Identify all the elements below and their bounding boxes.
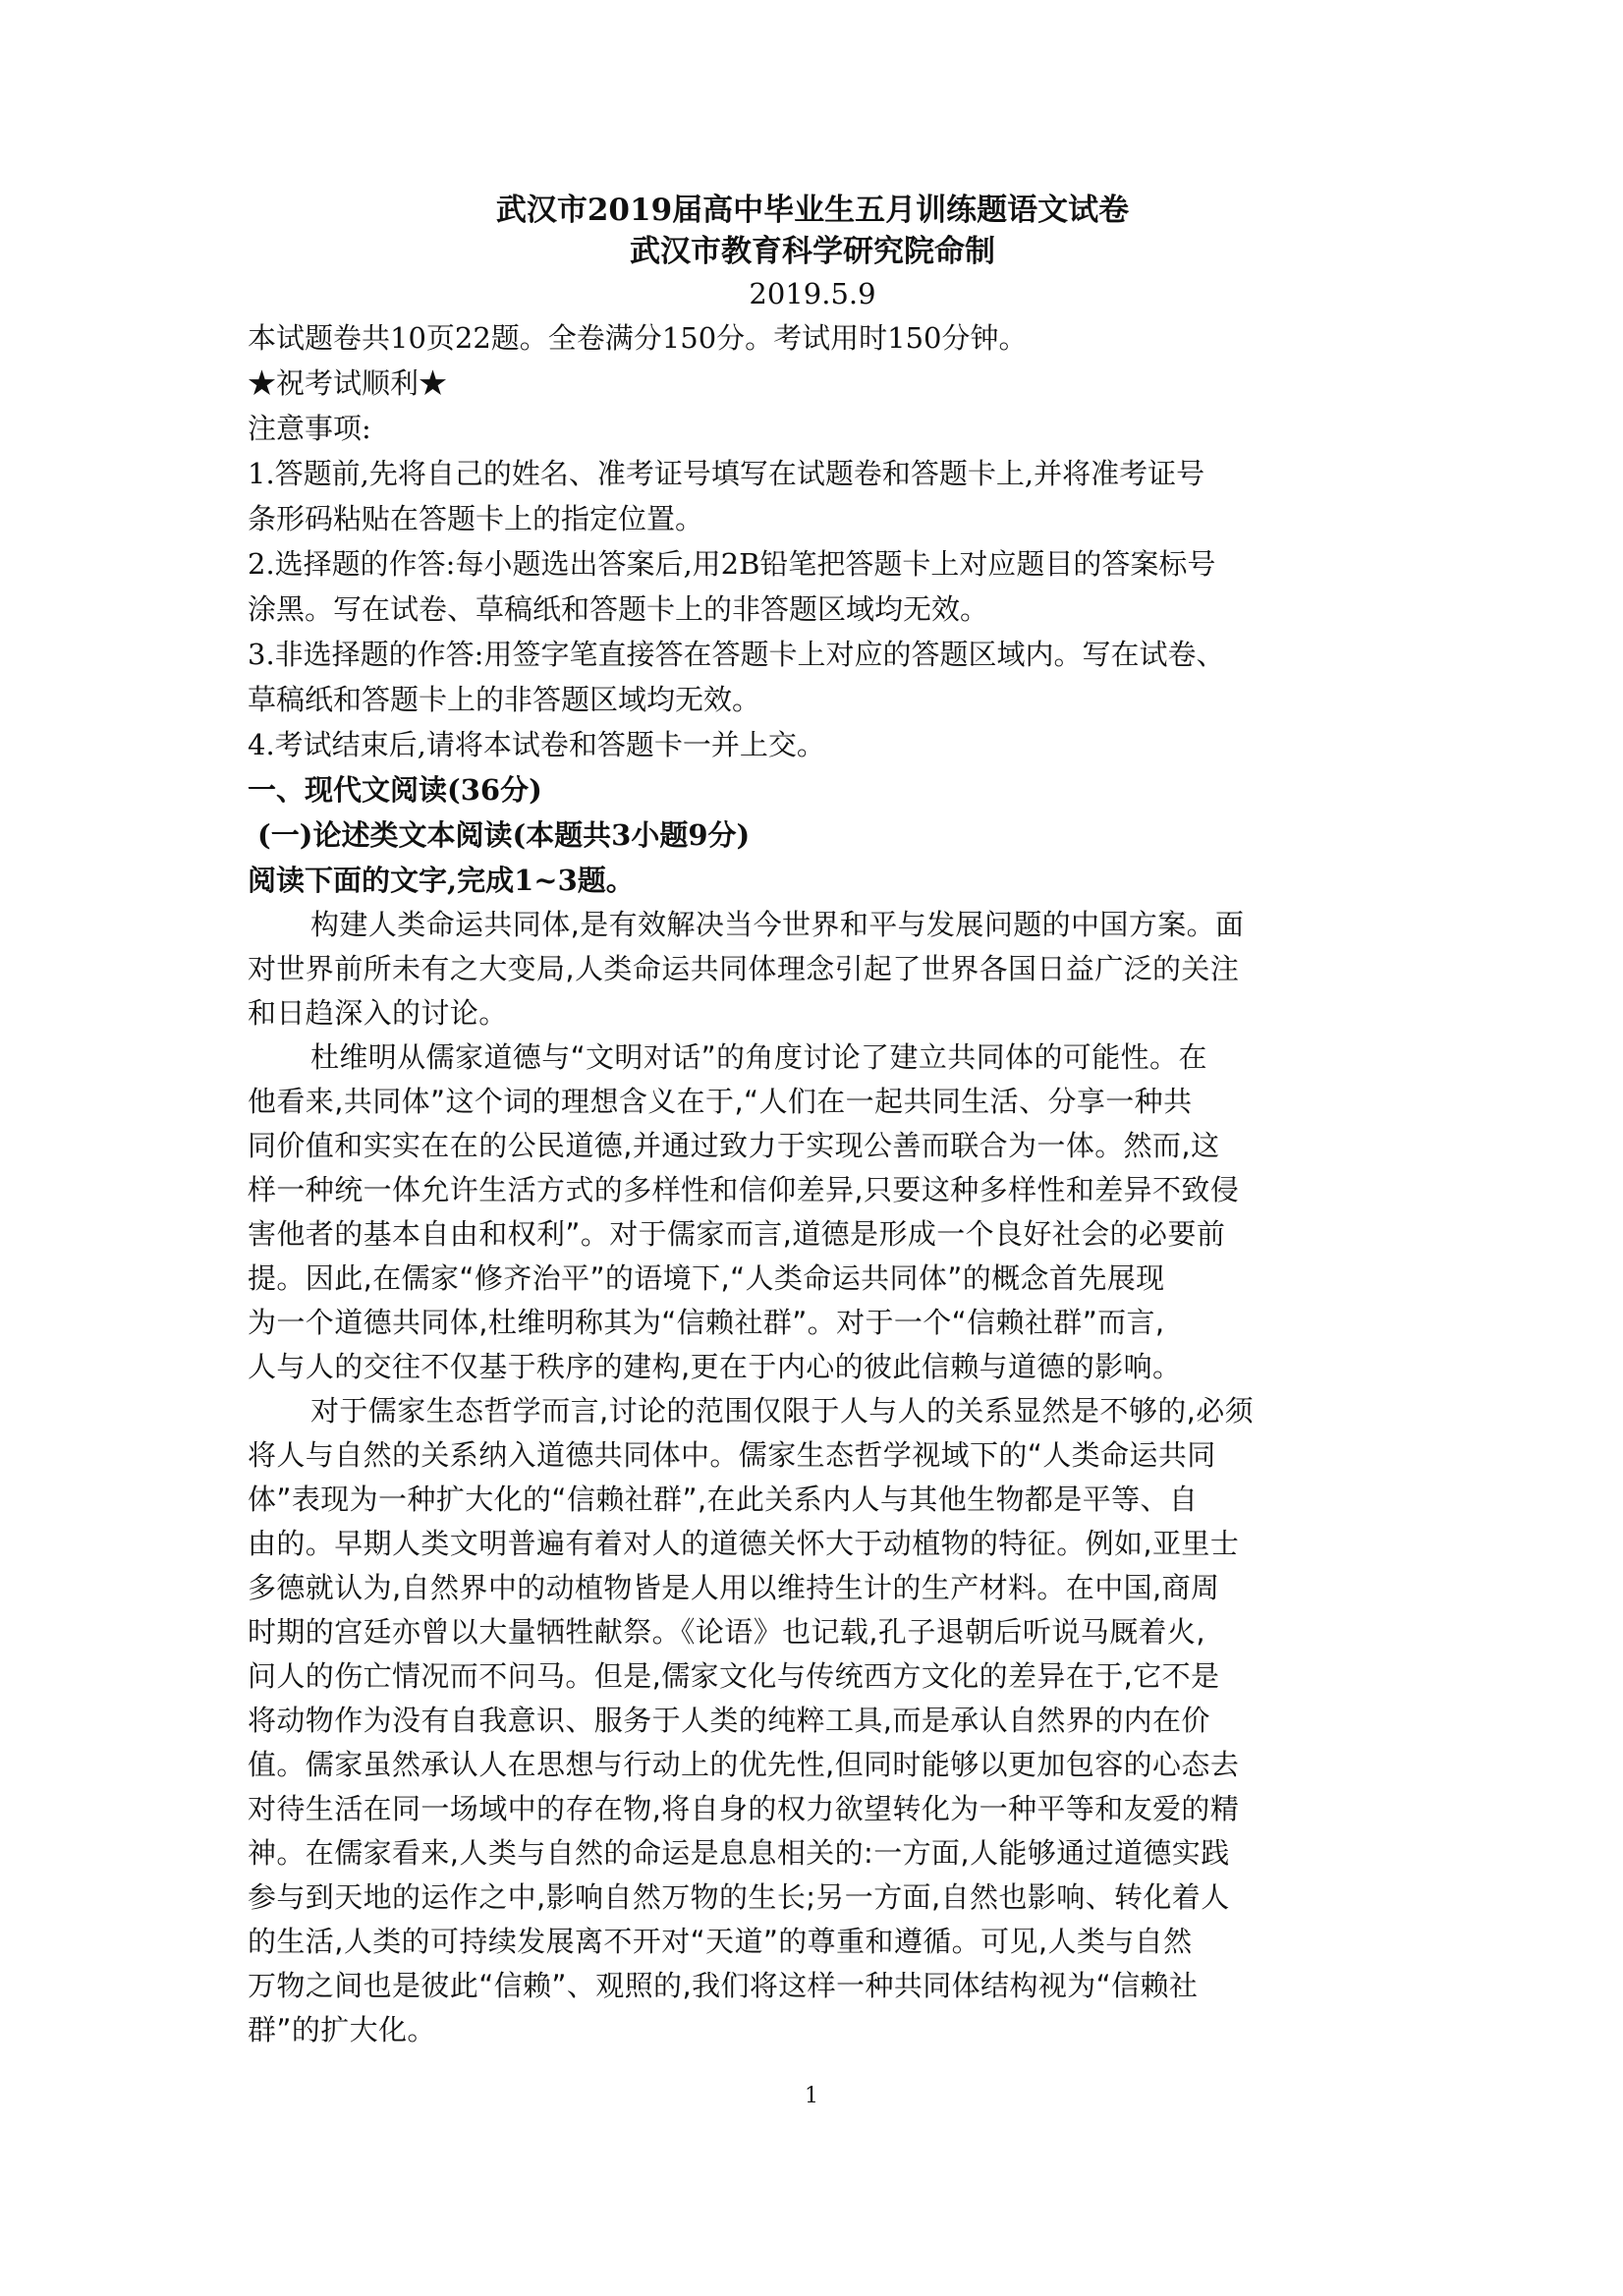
paragraph-line: 群”的扩大化。	[248, 2013, 436, 2046]
paragraph-line: 问人的伤亡情况而不问马。但是,儒家文化与传统西方文化的差异在于,它不是	[248, 1659, 1220, 1693]
page-content	[248, 190, 1377, 2052]
notice-heading: 注意事项:	[248, 412, 371, 445]
paragraph-line: 神。在儒家看来,人类与自然的命运是息息相关的:一方面,人能够通过道德实践	[248, 1836, 1230, 1870]
section-heading: 一、现代文阅读(36分)	[248, 773, 542, 807]
paragraph-line: 他看来,共同体”这个词的理想含义在于,“人们在一起共同生活、分享一种共	[248, 1085, 1193, 1118]
article-paragraph-3	[248, 1389, 1377, 2052]
subsection-heading: (一)论述类文本阅读(本题共3小题9分)	[257, 818, 751, 852]
paragraph-line: 由的。早期人类文明普遍有着对人的道德关怀大于动植物的特征。例如,亚里士	[248, 1527, 1240, 1560]
paragraph-line: 提。因此,在儒家“修齐治平”的语境下,“人类命运共同体”的概念首先展现	[248, 1261, 1165, 1295]
notice-list	[248, 451, 1377, 767]
article-paragraph-1	[248, 903, 1377, 1036]
notice-line: 1.答题前,先将自己的姓名、准考证号填写在试题卷和答题卡上,并将准考证号	[248, 457, 1205, 490]
paragraph-line: 害他者的基本自由和权利”。对于儒家而言,道德是形成一个良好社会的必要前	[248, 1217, 1226, 1251]
paragraph-line: 同价值和实实在在的公民道德,并通过致力于实现公善而联合为一体。然而,这	[248, 1129, 1220, 1162]
paragraph-line: 多德就认为,自然界中的动植物皆是人用以维持生计的生产材料。在中国,商周	[248, 1571, 1220, 1604]
paragraph-line: 体”表现为一种扩大化的“信赖社群”,在此关系内人与其他生物都是平等、自	[248, 1483, 1199, 1516]
document-date: 2019.5.9	[749, 277, 876, 310]
paragraph-line: 和日趋深入的讨论。	[248, 996, 508, 1030]
paragraph-line: 对世界前所未有之大变局,人类命运共同体理念引起了世界各国日益广泛的关注	[248, 952, 1240, 985]
article-paragraph-2	[248, 1036, 1377, 1389]
notice-line: 条形码粘贴在答题卡上的指定位置。	[248, 502, 704, 535]
notice-line: 草稿纸和答题卡上的非答题区域均无效。	[248, 683, 761, 716]
exam-info: 本试题卷共10页22题。全卷满分150分。考试用时150分钟。	[248, 321, 1028, 355]
blessing-line: ★祝考试顺利★	[248, 366, 448, 400]
paragraph-line: 对于儒家生态哲学而言,讨论的范围仅限于人与人的关系显然是不够的,必须	[310, 1394, 1255, 1428]
paragraph-line: 参与到天地的运作之中,影响自然万物的生长;另一方面,自然也影响、转化着人	[248, 1880, 1230, 1914]
paragraph-line: 万物之间也是彼此“信赖”、观照的,我们将这样一种共同体结构视为“信赖社	[248, 1969, 1199, 2002]
paragraph-line: 人与人的交往不仅基于秩序的建构,更在于内心的彼此信赖与道德的影响。	[248, 1350, 1182, 1383]
paragraph-line: 时期的宫廷亦曾以大量牺牲献祭。《论语》也记载,孔子退朝后听说马厩着火,	[248, 1615, 1205, 1649]
paragraph-line: 构建人类命运共同体,是有效解决当今世界和平与发展问题的中国方案。面	[310, 908, 1245, 941]
document-title: 武汉市2019届高中毕业生五月训练题语文试卷	[495, 193, 1130, 228]
notice-line: 2.选择题的作答:每小题选出答案后,用2B铅笔把答题卡上对应题目的答案标号	[248, 547, 1216, 581]
notice-line: 涂黑。写在试卷、草稿纸和答题卡上的非答题区域均无效。	[248, 592, 989, 626]
paragraph-line: 对待生活在同一场域中的存在物,将自身的权力欲望转化为一种平等和友爱的精	[248, 1792, 1240, 1825]
paragraph-line: 将动物作为没有自我意识、服务于人类的纯粹工具,而是承认自然界的内在价	[248, 1704, 1210, 1737]
paragraph-line: 杜维明从儒家道德与“文明对话”的角度讨论了建立共同体的可能性。在	[310, 1040, 1207, 1074]
notice-line: 3.非选择题的作答:用签字笔直接答在答题卡上对应的答题区域内。写在试卷、	[248, 638, 1225, 671]
page-number: 1	[805, 2084, 818, 2108]
paragraph-line: 样一种统一体允许生活方式的多样性和信仰差异,只要这种多样性和差异不致侵	[248, 1173, 1240, 1206]
paragraph-line: 值。儒家虽然承认人在思想与行动上的优先性,但同时能够以更加包容的心态去	[248, 1748, 1240, 1781]
paragraph-line: 为一个道德共同体,杜维明称其为“信赖社群”。对于一个“信赖社群”而言,	[248, 1306, 1165, 1339]
reading-instruction: 阅读下面的文字,完成1~3题。	[248, 864, 635, 897]
paragraph-line: 的生活,人类的可持续发展离不开对“天道”的尊重和遵循。可见,人类与自然	[248, 1925, 1193, 1958]
paragraph-line: 将人与自然的关系纳入道德共同体中。儒家生态哲学视域下的“人类命运共同	[248, 1438, 1216, 1472]
document-subtitle: 武汉市教育科学研究院命制	[630, 234, 995, 269]
notice-line: 4.考试结束后,请将本试卷和答题卡一并上交。	[248, 728, 825, 761]
